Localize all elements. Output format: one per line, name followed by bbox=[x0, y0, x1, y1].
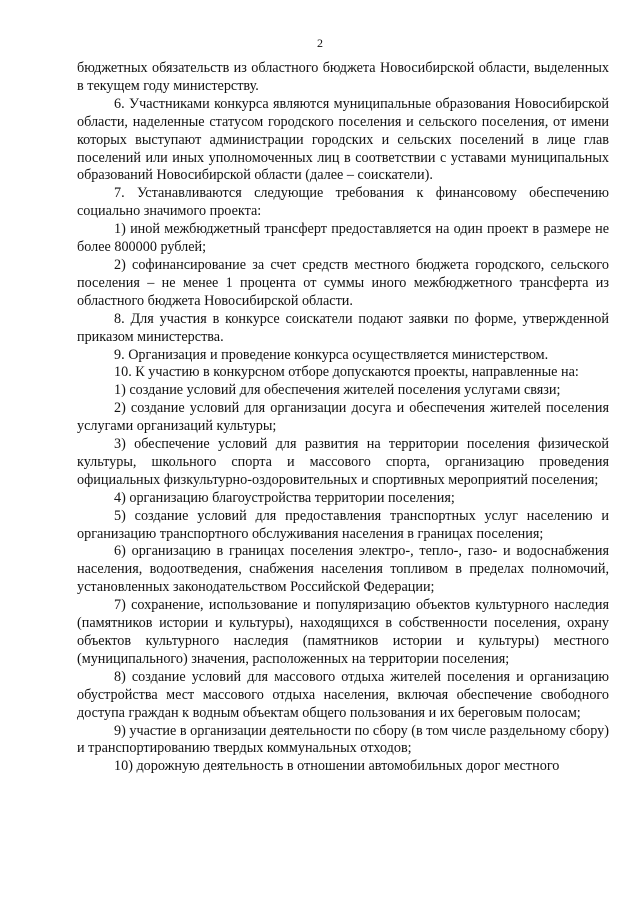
paragraph-10-item-6: 6) организацию в границах поселения электро-, тепло-, газо- и водоснабжения населения, водоотведения, снабжения населения топливом в пределах полномочий, установленных законодательством Российской Федерации; bbox=[77, 543, 609, 596]
paragraph-10-item-9: 9) участие в организации деятельности по сбору (в том числе раздельному сбору) и транспортированию твердых коммунальных отходов; bbox=[77, 722, 609, 757]
paragraph-9-organization: 9. Организация и проведение конкурса осуществляется министерством. bbox=[114, 346, 549, 363]
paragraph-10-item-7: 7) сохранение, использование и популяризацию объектов культурного наследия (памятников истории и культуры), находящихся в собственности поселения, охрану объектов культурного наследия (памятников истории и культуры) местного (муниципального) значения, расположенных на территории поселения; bbox=[77, 597, 609, 667]
paragraph-8-applications: 8. Для участия в конкурсе соискатели подают заявки по форме, утвержденной приказом министерства. bbox=[77, 310, 609, 345]
paragraph-10-eligible-projects: 10. К участию в конкурсном отборе допускаются проекты, направленные на: bbox=[114, 364, 579, 381]
paragraph-budget-obligations: бюджетных обязательств из областного бюджета Новосибирской области, выделенных в текущем году министерству. bbox=[77, 60, 609, 94]
paragraph-10-item-4: 4) организацию благоустройства территории поселения; bbox=[114, 489, 455, 506]
paragraph-10-item-2: 2) создание условий для организации досуга и обеспечения жителей поселения услугами организаций культуры; bbox=[77, 400, 609, 435]
paragraph-10-item-1: 1) создание условий для обеспечения жителей поселения услугами связи; bbox=[114, 382, 561, 399]
paragraph-7-requirements: 7. Устанавливаются следующие требования к финансовому обеспечению социально значимого проекта: bbox=[77, 185, 609, 220]
paragraph-7-item-2: 2) софинансирование за счет средств местного бюджета городского, сельского поселения – не менее 1 процента от суммы иного межбюджетного трансферта из областного бюджета Новосибирской области. bbox=[77, 256, 609, 309]
paragraph-10-item-10: 10) дорожную деятельность в отношении автомобильных дорог местного bbox=[114, 758, 560, 775]
paragraph-10-item-8: 8) создание условий для массового отдыха жителей поселения и организацию обустройства мест массового отдыха населения, включая обеспечение свободного доступа граждан к водным объектам общего пользования и их береговым полосам; bbox=[77, 668, 609, 721]
document-body bbox=[77, 60, 609, 776]
paragraph-10-item-5: 5) создание условий для предоставления транспортных услуг населению и организацию транспортного обслуживания населения в границах поселения; bbox=[77, 507, 609, 542]
paragraph-10-item-3: 3) обеспечение условий для развития на территории поселения физической культуры, школьного спорта и массового спорта, организацию проведения официальных физкультурно-оздоровительных и спортивных мероприятий поселения; bbox=[77, 436, 609, 488]
paragraph-7-item-1: 1) иной межбюджетный трансферт предоставляется на один проект в размере не более 800000 рублей; bbox=[77, 221, 609, 256]
page-number: 2 bbox=[317, 36, 323, 50]
paragraph-6-participants: 6. Участниками конкурса являются муниципальные образования Новосибирской области, наделенные статусом городского поселения и сельского поселения, от имени которых выступают администрации городских и сельских поселений в лице глав поселений или иных уполномоченных лиц в соответствии с уставами муниципальных образований Новосибирской области (далее – соискатели). bbox=[77, 95, 609, 184]
